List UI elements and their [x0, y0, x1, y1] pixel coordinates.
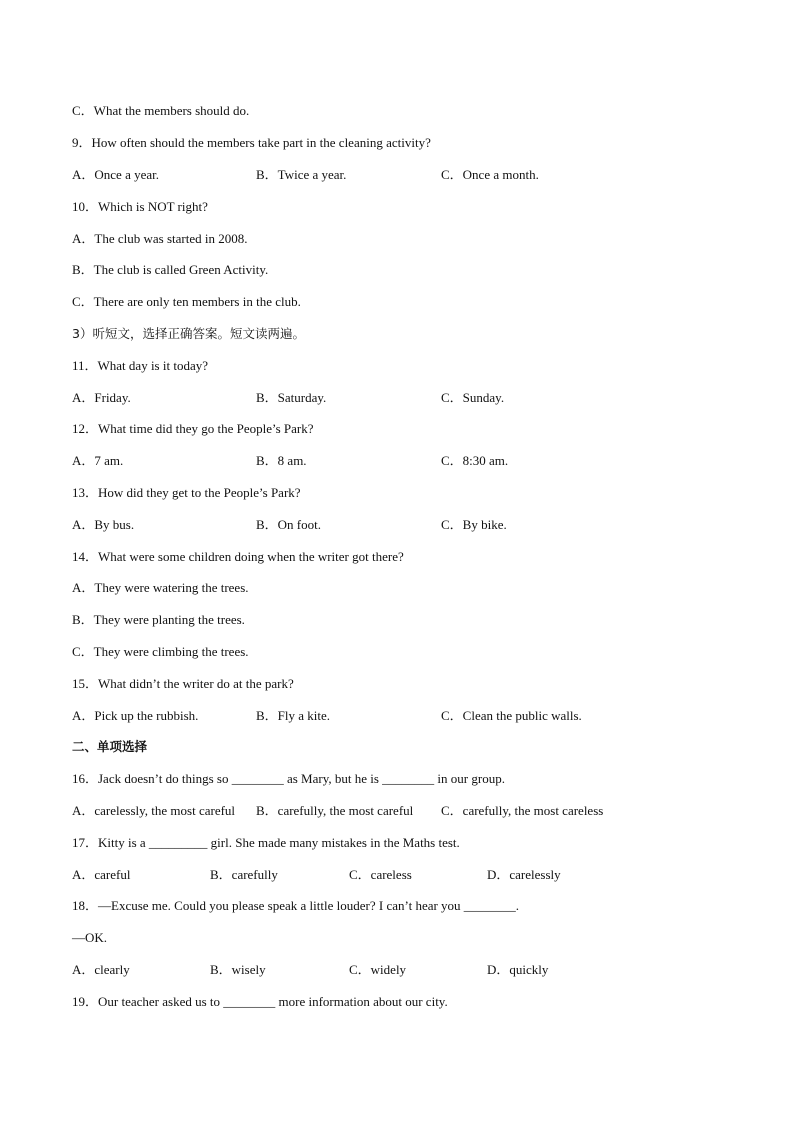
q16-option-c: C．carefully, the most careless — [441, 803, 604, 818]
q18-option-d: D．quickly — [487, 962, 549, 977]
q17-option-d: D．carelessly — [487, 867, 561, 882]
q13-option-a: A．By bus. — [72, 517, 135, 532]
q16-option-b: B．carefully, the most careful — [256, 803, 414, 818]
q14-option-a: A．They were watering the trees. — [72, 580, 249, 595]
question-11: 11．What day is it today? — [72, 358, 208, 373]
q8-option-c: C．What the members should do. — [72, 103, 250, 118]
section-3-instruction: 3）听短文，选择正确答案。短文读两遍。 — [72, 326, 305, 341]
question-15: 15．What didn’t the writer do at the park? — [72, 676, 294, 691]
question-13: 13．How did they get to the People’s Park? — [72, 485, 301, 500]
q11-option-b: B．Saturday. — [256, 390, 327, 405]
part-2-heading: 二、单项选择 — [72, 739, 148, 754]
question-9: 9．How often should the members take part in the cleaning activity? — [72, 135, 431, 150]
q9-option-c: C．Once a month. — [441, 167, 539, 182]
q13-option-c: C．By bike. — [441, 517, 507, 532]
q18-option-c: C．widely — [349, 962, 407, 977]
q11-option-c: C．Sunday. — [441, 390, 505, 405]
q12-option-c: C．8:30 am. — [441, 453, 509, 468]
q10-option-a: A．The club was started in 2008. — [72, 231, 248, 246]
question-18: 18．—Excuse me. Could you please speak a little louder? I can’t hear you ________. — [72, 898, 520, 913]
q9-option-a: A．Once a year. — [72, 167, 159, 182]
q18-reply: —OK. — [72, 930, 108, 945]
question-10: 10．Which is NOT right? — [72, 199, 208, 214]
q17-option-c: C．careless — [349, 867, 412, 882]
q17-option-b: B．carefully — [210, 867, 278, 882]
q12-option-b: B．8 am. — [256, 453, 307, 468]
q10-option-b: B．The club is called Green Activity. — [72, 262, 269, 277]
q15-option-c: C．Clean the public walls. — [441, 708, 582, 723]
q14-option-b: B．They were planting the trees. — [72, 612, 245, 627]
q9-option-b: B．Twice a year. — [256, 167, 347, 182]
question-17: 17．Kitty is a _________ girl. She made many mistakes in the Maths test. — [72, 835, 460, 850]
q11-option-a: A．Friday. — [72, 390, 131, 405]
q17-option-a: A．careful — [72, 867, 131, 882]
question-12: 12．What time did they go the People’s Park? — [72, 421, 314, 436]
q10-option-c: C．There are only ten members in the club. — [72, 294, 301, 309]
question-16: 16．Jack doesn’t do things so ________ as Mary, but he is ________ in our group. — [72, 771, 505, 786]
q13-option-b: B．On foot. — [256, 517, 322, 532]
question-19: 19．Our teacher asked us to ________ more information about our city. — [72, 994, 448, 1009]
q15-option-b: B．Fly a kite. — [256, 708, 331, 723]
q15-option-a: A．Pick up the rubbish. — [72, 708, 199, 723]
question-14: 14．What were some children doing when the writer got there? — [72, 549, 404, 564]
q18-option-b: B．wisely — [210, 962, 266, 977]
q14-option-c: C．They were climbing the trees. — [72, 644, 249, 659]
q18-option-a: A．clearly — [72, 962, 130, 977]
q16-option-a: A．carelessly, the most careful — [72, 803, 236, 818]
q12-option-a: A．7 am. — [72, 453, 124, 468]
